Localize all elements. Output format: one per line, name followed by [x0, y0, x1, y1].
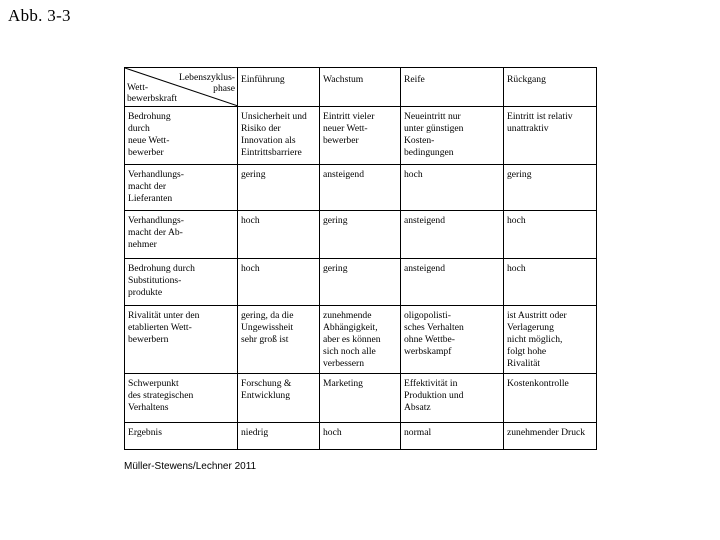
- table-cell: Effektivität in Produktion und Absatz: [401, 374, 504, 423]
- table-cell: Eintritt vieler neuer Wett- bewerber: [320, 107, 401, 165]
- row-label: Verhandlungs- macht der Ab- nehmer: [125, 211, 238, 259]
- table-cell: oligopolisti- sches Verhalten ohne Wettbe- werbskampf: [401, 306, 504, 374]
- table-cell: gering: [320, 211, 401, 259]
- table-row: [125, 211, 597, 259]
- table-cell: hoch: [320, 423, 401, 450]
- table-row: [125, 306, 597, 374]
- row-label: Verhandlungs- macht der Lieferanten: [125, 165, 238, 211]
- corner-header-cell: [125, 68, 238, 107]
- table-cell: gering, da die Ungewissheit sehr groß ist: [238, 306, 320, 374]
- table-row: [125, 107, 597, 165]
- table-cell: Neueintritt nur unter günstigen Kosten- bedingungen: [401, 107, 504, 165]
- phase-header: Reife: [401, 68, 504, 107]
- table-row: [125, 423, 597, 450]
- corner-force-label: Wett- bewerbskraft: [127, 82, 178, 104]
- table-header-row: [125, 68, 597, 107]
- table-cell: ansteigend: [401, 211, 504, 259]
- table-cell: hoch: [401, 165, 504, 211]
- table-cell: Unsicherheit und Risiko der Innovation als Eintrittsbarriere: [238, 107, 320, 165]
- table-cell: hoch: [238, 211, 320, 259]
- table-row: [125, 259, 597, 306]
- table-cell: Forschung & Entwicklung: [238, 374, 320, 423]
- table-cell: ansteigend: [401, 259, 504, 306]
- row-label: Schwerpunkt des strategischen Verhaltens: [125, 374, 238, 423]
- table-cell: zunehmende Abhängigkeit, aber es können sich noch alle verbessern: [320, 306, 401, 374]
- table-cell: gering: [238, 165, 320, 211]
- row-label: Rivalität unter den etablierten Wett- bewerbern: [125, 306, 238, 374]
- table-cell: hoch: [504, 259, 597, 306]
- table-cell: niedrig: [238, 423, 320, 450]
- table-cell: ist Austritt oder Verlagerung nicht möglich, folgt hohe Rivalität: [504, 306, 597, 374]
- table-cell: ansteigend: [320, 165, 401, 211]
- row-label: Bedrohung durch Substitutions- produkte: [125, 259, 238, 306]
- row-label: Ergebnis: [125, 423, 238, 450]
- phase-header: Wachstum: [320, 68, 401, 107]
- competitive-forces-lifecycle-table: [124, 67, 597, 450]
- phase-header: Einführung: [238, 68, 320, 107]
- source-citation: Müller-Stewens/Lechner 2011: [124, 461, 257, 472]
- table-cell: normal: [401, 423, 504, 450]
- table-cell: Kostenkontrolle: [504, 374, 597, 423]
- table-cell: gering: [320, 259, 401, 306]
- table-cell: hoch: [504, 211, 597, 259]
- table-row: [125, 374, 597, 423]
- table-cell: Eintritt ist relativ unattraktiv: [504, 107, 597, 165]
- table-cell: hoch: [238, 259, 320, 306]
- corner-phase-label: Lebenszyklus- phase: [179, 72, 235, 94]
- figure-title: Abb. 3-3: [8, 6, 71, 25]
- phase-header: Rückgang: [504, 68, 597, 107]
- table-cell: gering: [504, 165, 597, 211]
- table-row: [125, 165, 597, 211]
- table-cell: Marketing: [320, 374, 401, 423]
- table-cell: zunehmender Druck: [504, 423, 597, 450]
- row-label: Bedrohung durch neue Wett- bewerber: [125, 107, 238, 165]
